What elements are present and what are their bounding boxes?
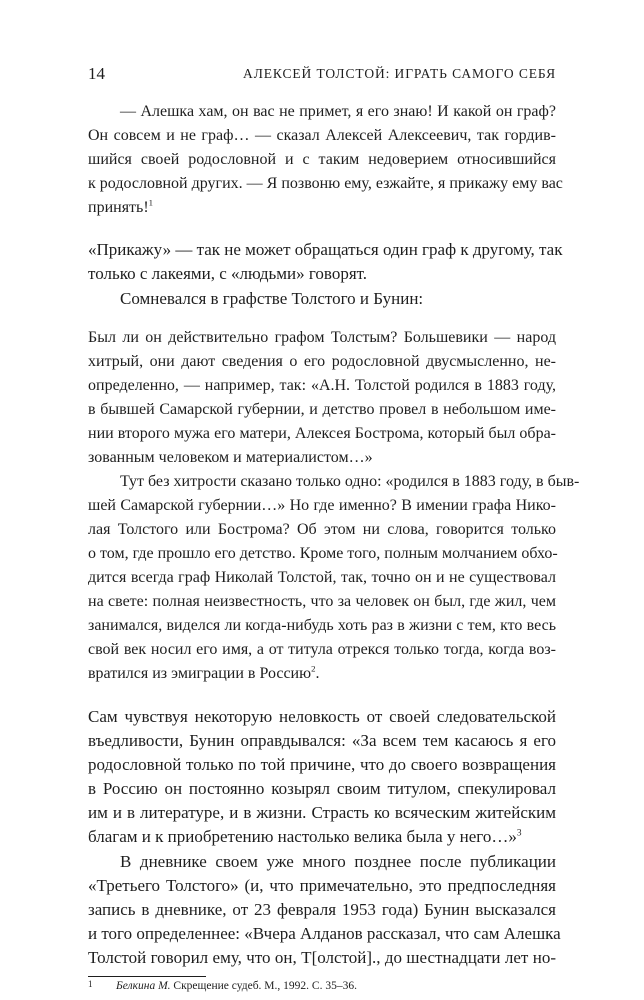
text-line: въедливости, Бунин оправдывался: «За всем тем касаюсь я его (88, 731, 556, 750)
text-line: Сам чувствуя некоторую неловкость от своей следовательской (88, 707, 556, 726)
footnote-1 (88, 979, 357, 992)
footnote-ref: 3 (516, 828, 522, 839)
quote-line: принять!$^1$ (88, 197, 154, 216)
quote-line: зованным человеком и материалистом…» (88, 449, 373, 466)
footnote-text: Скрещение судеб. М., 1992. С. 35–36. (173, 980, 357, 992)
quote-line: на свете: полная неизвестность, что за человек он был, где жил, чем (88, 593, 556, 610)
quote-line: о том, где прошло его детство. Кроме того, полным молчанием обхо- (88, 545, 558, 562)
quote-line: определенно, — например, так: «А.Н. Толстой родился в 1883 году, (88, 377, 556, 394)
footnote-ref: 1 (148, 197, 154, 208)
running-title: АЛЕКСЕЙ ТОЛСТОЙ: ИГРАТЬ САМОГО СЕБЯ (243, 66, 556, 81)
quote-line: Был ли он действительно графом Толстым? Большевики — народ (88, 329, 556, 346)
text-line: «Третьего Толстого» (и, что примечательно, это предпоследняя (88, 876, 556, 895)
text-line: запись в дневнике, от 23 февраля 1953 года) Бунин высказался (88, 900, 556, 919)
footnote-ref: 2 (311, 663, 316, 674)
text-line: благам и к приобретению настолько велика была у него…»$^3$ (88, 827, 522, 846)
text-line: родословной только по той причине, что до своего возвращения (88, 755, 556, 774)
quote-line: шийся своей родословной и с таким недоверием относившийся (88, 151, 556, 168)
page-number: 14 (88, 64, 105, 83)
text-line: и того определеннее: «Вчера Алданов рассказал, что сам Алешка (88, 924, 561, 943)
quote-line: — Алешка хам, он вас не примет, я его знаю! И какой он граф? (120, 103, 556, 120)
footnote-number: 1 (88, 979, 93, 989)
quote-line: к родословной других. — Я позвоню ему, езжайте, я прикажу ему вас (88, 175, 563, 192)
text-line: Сомневался в графстве Толстого и Бунин: (120, 289, 424, 308)
quote-line: нии второго мужа его матери, Алексея Бострома, который был обра- (88, 425, 556, 442)
quote-line: дится всегда граф Николай Толстой, так, точно он и не существовал (88, 569, 556, 586)
footnote-author: Белкина М. (116, 980, 171, 992)
quote-line: Он совсем и не граф… — сказал Алексей Алексеевич, так гордив- (88, 127, 556, 144)
quote-line: занимался, виделся ли когда-нибудь хоть раз в жизни с тем, кто весь (88, 617, 556, 634)
footnote-divider (88, 976, 206, 977)
quote-line: свой век носил его имя, а от титула отрекся только тогда, когда воз- (88, 641, 556, 658)
quote-line: вратился из эмиграции в Россию$^2$. (88, 663, 320, 682)
text-line: «Прикажу» — так не может обращаться один граф к другому, так (88, 240, 563, 259)
text-line: в Россию он постоянно козырял своим титулом, спекулировал (88, 779, 556, 798)
running-header (88, 64, 556, 88)
quote-line: шей Самарской губернии…» Но где именно? В имении графа Нико- (88, 497, 556, 514)
text-line: В дневнике своем уже много позднее после публикации (120, 852, 556, 871)
quote-line: хитрый, они дают сведения о его родословной двусмысленно, не- (88, 353, 556, 370)
quote-line: в бывшей Самарской губернии, и детство провел в небольшом име- (88, 401, 556, 418)
text-line: им и в литературе, и в жизни. Страсть ко всяческим житейским (88, 803, 556, 822)
text-line: только с лакеями, с «людьми» говорят. (88, 264, 368, 283)
text-line: Толстой говорил ему, что он, Т[олстой]., до шестнадцати лет но- (88, 948, 556, 967)
quote-line: Тут без хитрости сказано только одно: «родился в 1883 году, в быв- (120, 473, 580, 490)
quote-line: лая Толстого или Бострома? Об этом ни слова, говорится только (88, 521, 556, 538)
